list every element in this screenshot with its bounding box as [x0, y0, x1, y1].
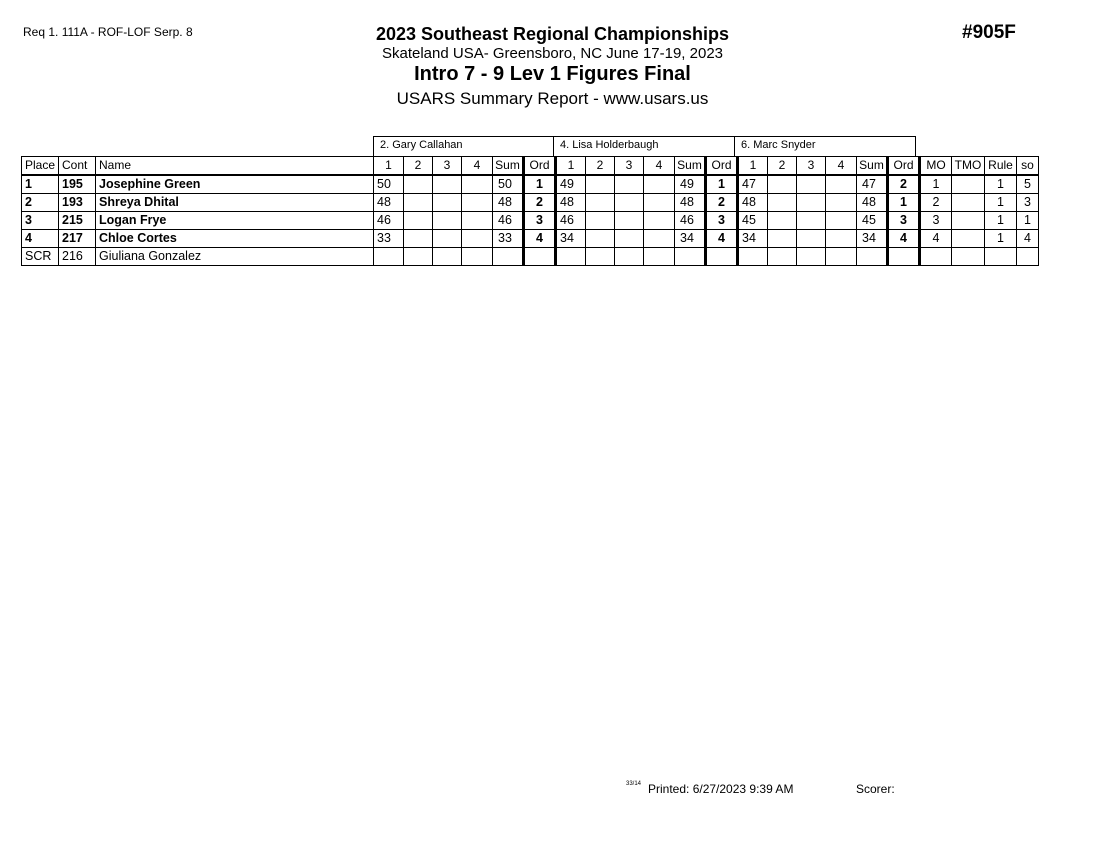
- mo-cell: 2: [920, 194, 952, 212]
- col-sum: Sum: [675, 157, 706, 176]
- report-title: USARS Summary Report - www.usars.us: [396, 89, 709, 108]
- col-figure-3: 3: [615, 157, 644, 176]
- figure-4-score: [644, 212, 675, 230]
- ordinal-cell: 3: [888, 212, 920, 230]
- place-cell: 4: [22, 230, 59, 248]
- sum-cell: 46: [493, 212, 524, 230]
- empty-cell: [462, 248, 493, 266]
- figure-2-score: [404, 175, 433, 194]
- col-figure-2: 2: [586, 157, 615, 176]
- col-ord: Ord: [706, 157, 738, 176]
- name-cell: Chloe Cortes: [96, 230, 374, 248]
- sum-cell: 46: [675, 212, 706, 230]
- empty-cell: [952, 248, 985, 266]
- table-row: [22, 175, 1039, 194]
- mo-cell: 4: [920, 230, 952, 248]
- figure-4-score: [826, 230, 857, 248]
- sum-cell: 49: [675, 175, 706, 194]
- col-figure-2: 2: [404, 157, 433, 176]
- empty-cell: [404, 248, 433, 266]
- mo-cell: 1: [920, 175, 952, 194]
- sum-cell: 33: [493, 230, 524, 248]
- col-ord: Ord: [524, 157, 556, 176]
- figure-3-score: [433, 230, 462, 248]
- so-cell: 3: [1017, 194, 1039, 212]
- figure-1-score: 34: [556, 230, 586, 248]
- figure-4-score: [462, 175, 493, 194]
- figure-2-score: [586, 212, 615, 230]
- figure-2-score: [404, 194, 433, 212]
- championship-title: 2023 Southeast Regional Championships: [375, 24, 730, 44]
- ordinal-cell: 2: [706, 194, 738, 212]
- rule-cell: 1: [985, 194, 1017, 212]
- col-figure-4: 4: [826, 157, 857, 176]
- empty-cell: [857, 248, 888, 266]
- figure-2-score: [404, 212, 433, 230]
- empty-cell: [768, 248, 797, 266]
- col-rule: Rule: [985, 157, 1017, 176]
- col-figure-1: 1: [556, 157, 586, 176]
- figure-1-score: 50: [374, 175, 404, 194]
- ordinal-cell: [706, 248, 738, 266]
- table-row: [22, 194, 1039, 212]
- figure-3-score: [797, 212, 826, 230]
- figure-4-score: [826, 194, 857, 212]
- table-row: [22, 212, 1039, 230]
- figure-2-score: [768, 230, 797, 248]
- sum-cell: 47: [857, 175, 888, 194]
- figure-3-score: [615, 212, 644, 230]
- sum-cell: 50: [493, 175, 524, 194]
- figure-2-score: [404, 230, 433, 248]
- figure-2-score: [586, 230, 615, 248]
- figure-3-score: [797, 194, 826, 212]
- figure-4-score: [644, 230, 675, 248]
- scorer-label: Scorer:: [856, 782, 895, 796]
- empty-cell: [675, 248, 706, 266]
- name-cell: Shreya Dhital: [96, 194, 374, 212]
- figure-3-score: [433, 175, 462, 194]
- name-cell: Giuliana Gonzalez: [96, 248, 374, 266]
- ordinal-cell: 3: [524, 212, 556, 230]
- ordinal-cell: 4: [706, 230, 738, 248]
- col-tmo: TMO: [952, 157, 985, 176]
- ordinal-cell: 4: [524, 230, 556, 248]
- ordinal-cell: 2: [888, 175, 920, 194]
- judge-header-3: 6. Marc Snyder: [734, 136, 916, 156]
- cont-cell: 215: [59, 212, 96, 230]
- figure-1-score: 47: [738, 175, 768, 194]
- figure-4-score: [826, 212, 857, 230]
- figure-4-score: [644, 175, 675, 194]
- col-figure-3: 3: [797, 157, 826, 176]
- figure-3-score: [797, 230, 826, 248]
- tmo-cell: [952, 175, 985, 194]
- figure-1-score: 48: [738, 194, 768, 212]
- col-sum: Sum: [857, 157, 888, 176]
- figure-3-score: [615, 194, 644, 212]
- figure-4-score: [644, 194, 675, 212]
- place-cell: 1: [22, 175, 59, 194]
- col-figure-1: 1: [738, 157, 768, 176]
- figure-4-score: [462, 230, 493, 248]
- so-cell: 4: [1017, 230, 1039, 248]
- name-cell: Josephine Green: [96, 175, 374, 194]
- col-so: so: [1017, 157, 1039, 176]
- figure-4-score: [462, 212, 493, 230]
- sum-cell: 45: [857, 212, 888, 230]
- empty-cell: [433, 248, 462, 266]
- cont-cell: 217: [59, 230, 96, 248]
- empty-cell: [556, 248, 586, 266]
- ordinal-cell: 3: [706, 212, 738, 230]
- rule-cell: 1: [985, 230, 1017, 248]
- rule-cell: 1: [985, 212, 1017, 230]
- venue-line: Skateland USA- Greensboro, NC June 17-19, 2023: [381, 45, 724, 62]
- col-figure-4: 4: [462, 157, 493, 176]
- figure-2-score: [768, 194, 797, 212]
- figure-3-score: [615, 230, 644, 248]
- judge-header-1: 2. Gary Callahan: [373, 136, 555, 156]
- empty-cell: [586, 248, 615, 266]
- ordinal-cell: [524, 248, 556, 266]
- empty-cell: [615, 248, 644, 266]
- figure-2-score: [768, 175, 797, 194]
- rule-cell: 1: [985, 175, 1017, 194]
- place-cell: 3: [22, 212, 59, 230]
- table-row: [22, 230, 1039, 248]
- tmo-cell: [952, 194, 985, 212]
- place-cell: 2: [22, 194, 59, 212]
- col-figure-3: 3: [433, 157, 462, 176]
- empty-cell: [738, 248, 768, 266]
- col-place: Place: [22, 157, 59, 176]
- ordinal-cell: 1: [524, 175, 556, 194]
- ordinal-cell: 1: [706, 175, 738, 194]
- mo-cell: 3: [920, 212, 952, 230]
- scratch-row: [22, 248, 1039, 266]
- ordinal-cell: [888, 248, 920, 266]
- ordinal-cell: 1: [888, 194, 920, 212]
- sum-cell: 48: [857, 194, 888, 212]
- figure-1-score: 33: [374, 230, 404, 248]
- figure-2-score: [586, 175, 615, 194]
- empty-cell: [797, 248, 826, 266]
- figure-1-score: 45: [738, 212, 768, 230]
- so-cell: 1: [1017, 212, 1039, 230]
- printed-timestamp: Printed: 6/27/2023 9:39 AM: [648, 782, 794, 796]
- figure-4-score: [826, 175, 857, 194]
- figure-3-score: [797, 175, 826, 194]
- col-figure-1: 1: [374, 157, 404, 176]
- empty-cell: [985, 248, 1017, 266]
- ordinal-cell: 4: [888, 230, 920, 248]
- figure-3-score: [433, 194, 462, 212]
- tmo-cell: [952, 212, 985, 230]
- requirement-label: Req 1. 111A - ROF-LOF Serp. 8: [23, 25, 193, 39]
- col-mo: MO: [920, 157, 952, 176]
- name-cell: Logan Frye: [96, 212, 374, 230]
- figure-1-score: 46: [556, 212, 586, 230]
- figure-3-score: [433, 212, 462, 230]
- place-cell: SCR: [22, 248, 59, 266]
- empty-cell: [826, 248, 857, 266]
- col-figure-4: 4: [644, 157, 675, 176]
- col-name: Name: [96, 157, 374, 176]
- empty-cell: [493, 248, 524, 266]
- figure-1-score: 46: [374, 212, 404, 230]
- figure-2-score: [586, 194, 615, 212]
- sum-cell: 34: [857, 230, 888, 248]
- col-ord: Ord: [888, 157, 920, 176]
- col-sum: Sum: [493, 157, 524, 176]
- empty-cell: [374, 248, 404, 266]
- ordinal-cell: 2: [524, 194, 556, 212]
- judge-header-2: 4. Lisa Holderbaugh: [553, 136, 735, 156]
- event-name: Intro 7 - 9 Lev 1 Figures Final: [414, 63, 691, 85]
- figure-1-score: 48: [556, 194, 586, 212]
- figure-4-score: [462, 194, 493, 212]
- event-number: #905F: [962, 22, 1016, 43]
- col-cont: Cont: [59, 157, 96, 176]
- sum-cell: 34: [675, 230, 706, 248]
- footer-code: 33/14: [626, 781, 642, 787]
- figure-1-score: 49: [556, 175, 586, 194]
- figure-1-score: 34: [738, 230, 768, 248]
- sum-cell: 48: [675, 194, 706, 212]
- column-header-row: [22, 157, 1039, 176]
- empty-cell: [1017, 248, 1039, 266]
- so-cell: 5: [1017, 175, 1039, 194]
- tmo-cell: [952, 230, 985, 248]
- cont-cell: 195: [59, 175, 96, 194]
- cont-cell: 216: [59, 248, 96, 266]
- cont-cell: 193: [59, 194, 96, 212]
- figure-1-score: 48: [374, 194, 404, 212]
- empty-cell: [644, 248, 675, 266]
- figure-3-score: [615, 175, 644, 194]
- results-table: [21, 156, 1039, 266]
- empty-cell: [920, 248, 952, 266]
- sum-cell: 48: [493, 194, 524, 212]
- figure-2-score: [768, 212, 797, 230]
- col-figure-2: 2: [768, 157, 797, 176]
